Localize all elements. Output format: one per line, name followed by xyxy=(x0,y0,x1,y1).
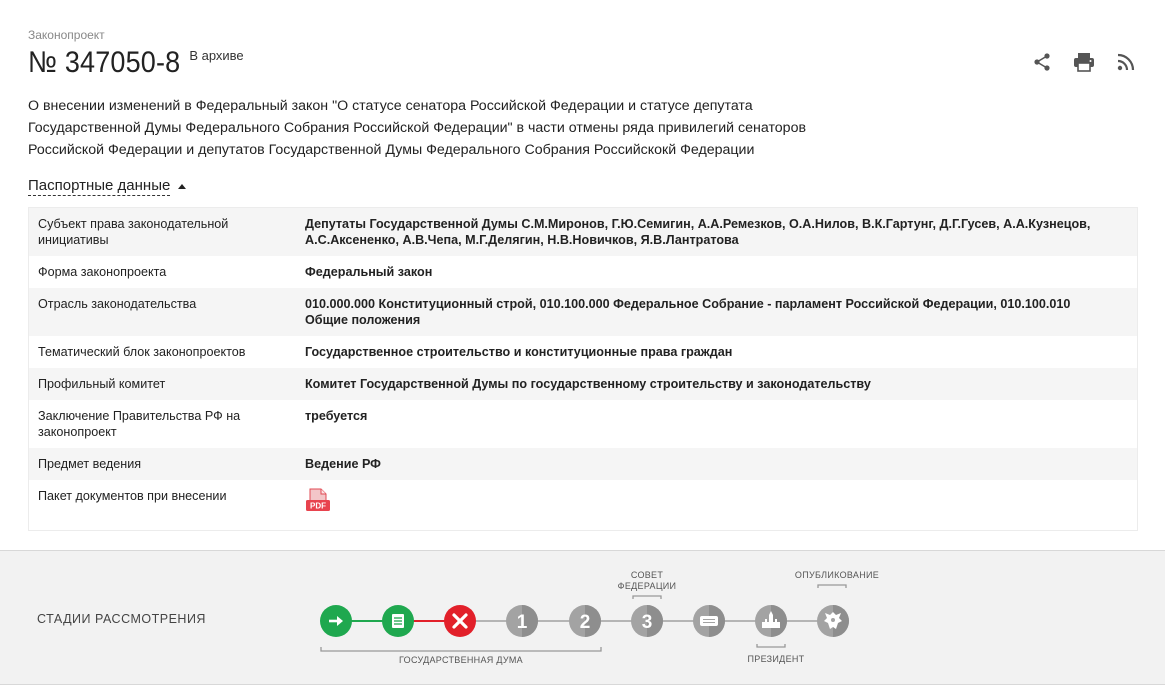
stage-federation-council[interactable] xyxy=(693,605,725,637)
row-value xyxy=(305,488,1137,518)
table-row xyxy=(29,208,1137,256)
president-bracket xyxy=(757,644,785,647)
row-value: требуется xyxy=(305,409,368,423)
table-row xyxy=(29,336,1137,368)
row-key: Предмет ведения xyxy=(38,457,142,471)
stage-president[interactable] xyxy=(755,605,787,637)
federation-council-bracket xyxy=(633,596,661,599)
stage-introduction[interactable] xyxy=(320,605,352,637)
publication-bracket xyxy=(818,585,846,588)
share-icon[interactable] xyxy=(1030,50,1054,74)
stage-second-reading[interactable] xyxy=(569,605,601,637)
duma-bracket xyxy=(321,647,601,651)
header-actions xyxy=(1030,50,1138,74)
passport-toggle-label: Паспортные данные xyxy=(28,177,171,194)
federation-council-label-2: ФЕДЕРАЦИИ xyxy=(617,581,677,591)
row-key: Пакет документов при внесении xyxy=(38,489,227,503)
description-line: Государственной Думы Федерального Собрания Российской Федерации" в части отмены ряда привилегий сенаторов xyxy=(28,120,806,136)
pdf-label: PDF xyxy=(310,501,326,511)
row-value: Комитет Государственной Думы по государственному строительству и законодательству xyxy=(305,377,871,391)
row-value: Федеральный закон xyxy=(305,265,433,279)
stage-first-reading[interactable] xyxy=(506,605,538,637)
row-value: 010.000.000 Конституционный строй, 010.100.000 Федеральное Собрание - парламент Российской Федерации, 010.100.010 Общие положения xyxy=(305,297,1071,327)
row-value: Государственное строительство и конституционные права граждан xyxy=(305,345,733,359)
doc-type-label: Законопроект xyxy=(28,28,105,42)
pdf-file-icon[interactable] xyxy=(305,488,331,514)
caret-up-icon xyxy=(178,184,186,189)
stage-publication[interactable] xyxy=(817,605,849,637)
row-key: Тематический блок законопроектов xyxy=(38,345,246,359)
title-row xyxy=(28,46,1138,80)
bill-header xyxy=(28,28,1138,80)
stage-third-reading[interactable] xyxy=(631,605,663,637)
keyboard-icon xyxy=(700,616,718,626)
president-label: ПРЕЗИДЕНТ xyxy=(747,654,805,664)
status-badge: В архиве xyxy=(189,48,244,63)
row-value: Депутаты Государственной Думы С.М.Миронов, Г.Ю.Семигин, А.А.Ремезков, О.А.Нилов, В.К.Гартунг, Д.Г.Гусев, А.А.Кузнецов, А.С.Аксененко, А.В.Чепа, М.Г.Делягин, Н.В.Новичков, Я.В.Лантратова xyxy=(305,217,1091,247)
passport-toggle[interactable] xyxy=(28,177,186,196)
print-icon[interactable] xyxy=(1072,50,1096,74)
passport-table xyxy=(28,207,1138,531)
document-icon xyxy=(392,614,404,628)
number-icon: 1 xyxy=(516,612,528,633)
table-row xyxy=(29,368,1137,400)
number-icon: 3 xyxy=(641,612,653,633)
row-value: Ведение РФ xyxy=(305,457,381,471)
description-line: О внесении изменений в Федеральный закон "О статусе сенатора Российской Федерации и статусе депутата xyxy=(28,98,753,114)
table-row xyxy=(29,480,1137,530)
rss-icon[interactable] xyxy=(1114,50,1138,74)
publication-label: ОПУБЛИКОВАНИЕ xyxy=(794,570,880,580)
row-key: Форма законопроекта xyxy=(38,265,167,279)
description-line: Российской Федерации и депутатов Государственной Думы Федерального Собрания Российскокй Федерации xyxy=(28,142,755,158)
row-key: Профильный комитет xyxy=(38,377,166,391)
row-key: Отрасль законодательства xyxy=(38,297,197,311)
table-row xyxy=(29,288,1137,336)
federation-council-label-1: СОВЕТ xyxy=(630,570,664,580)
bill-description xyxy=(28,95,848,161)
table-row xyxy=(29,400,1137,448)
row-key: Субъект права законодательной инициативы xyxy=(38,217,229,247)
stages-track xyxy=(0,551,1165,686)
stages-label: СТАДИИ РАССМОТРЕНИЯ xyxy=(37,612,206,626)
number-icon: 2 xyxy=(579,612,591,633)
stages-panel xyxy=(0,550,1165,685)
table-row xyxy=(29,256,1137,288)
stage-preliminary[interactable] xyxy=(382,605,414,637)
row-key: Заключение Правительства РФ на законопроект xyxy=(38,409,241,439)
stage-rejected[interactable] xyxy=(444,605,476,637)
bill-number: № 347050-8 xyxy=(28,46,181,79)
table-row xyxy=(29,448,1137,480)
duma-label: ГОСУДАРСТВЕННАЯ ДУМА xyxy=(398,655,524,665)
